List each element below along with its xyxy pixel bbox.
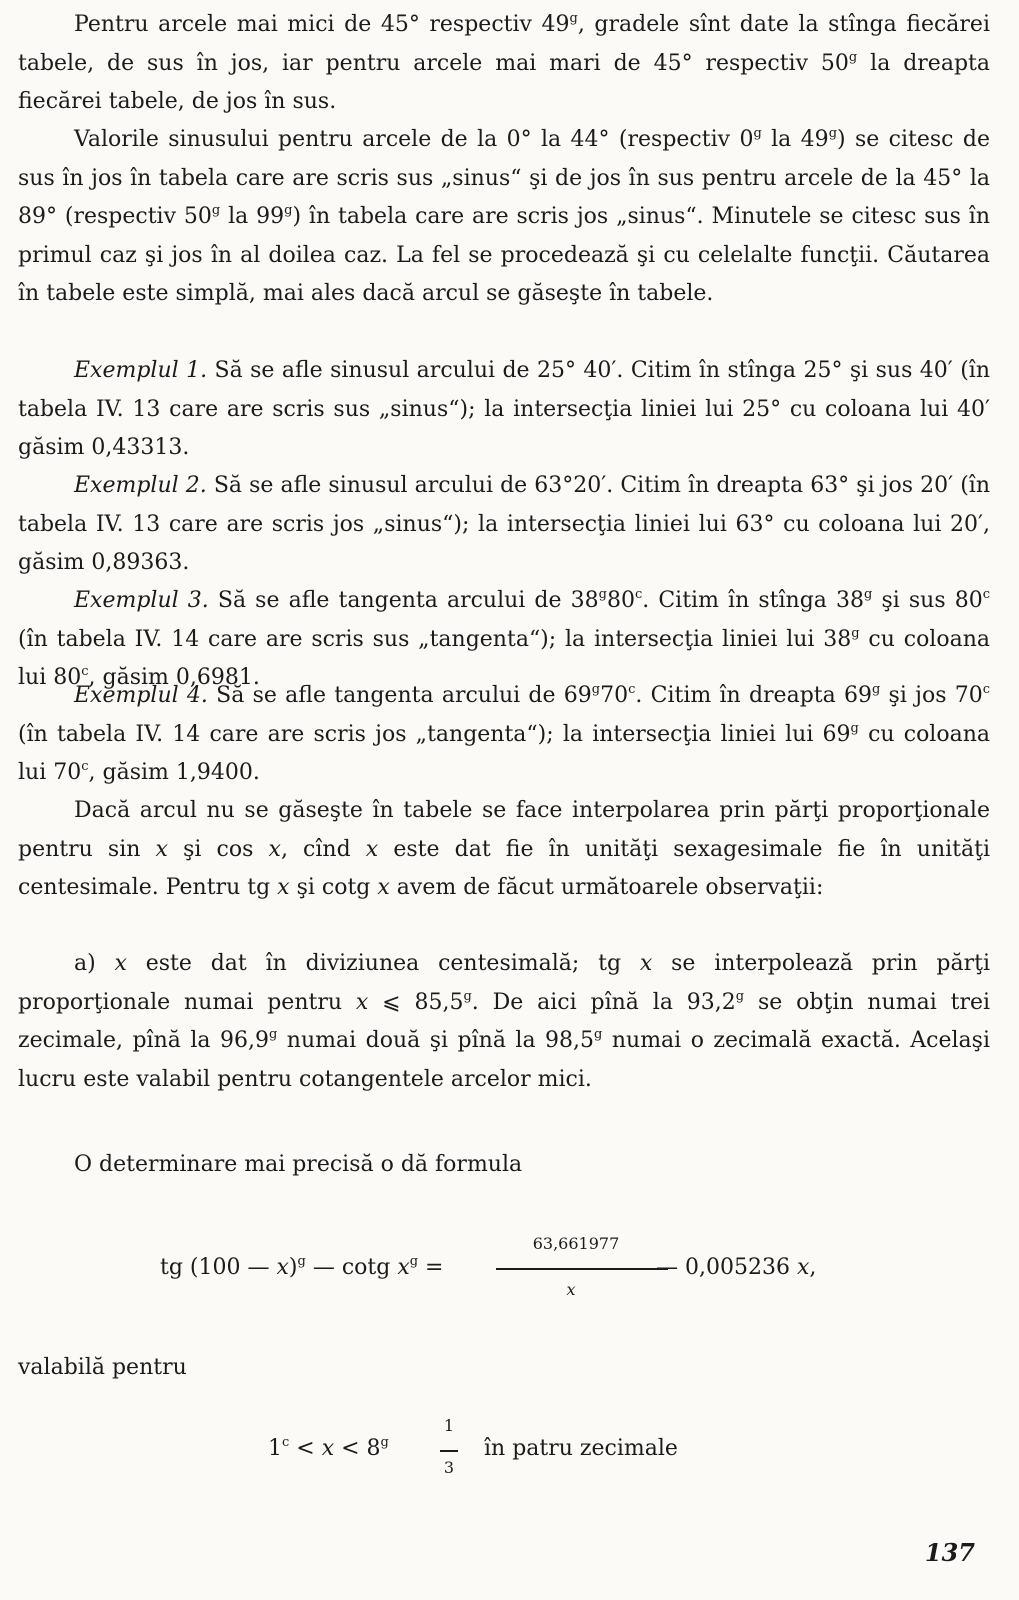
paragraph-formula-intro: O determinare mai precisă o dă formula <box>74 1152 523 1177</box>
paragraph-example-1: Exemplul 1. Să se afle sinusul arcului de 25° 40′. Citim în stînga 25° şi sus 40′ (în tabela IV. 13 care are scris sus „sinus“); la intersecţia liniei lui 25° cu coloana lui 40′ găsim 0,43313. <box>18 358 990 460</box>
paragraph-valid-for: valabilă pentru <box>18 1355 187 1380</box>
paragraph-observation-a: a) x este dat în diviziunea centesimală; tg x se interpolează prin părţi proporţionale numai pentru x ⩽ 85,5$^g$. De aici pînă la 93,2$^g$ se obţin numai trei zecimale, pînă la 96,9$^g$ numai două şi pînă la 98,5$^g$ numai o zecimală exactă. Acelaşi lucru este valabil pentru cotangentele arcelor mici. <box>18 951 991 1092</box>
range-fraction-denominator: 3 <box>443 1458 455 1477</box>
paragraph-example-3: Exemplul 3. Să se afle tangenta arcului de 38$^g$80$^c$. Citim în stînga 38$^g$ şi sus 80$^c$ (în tabela IV. 14 care are scris sus „tangenta“); la intersecţia liniei lui 38$^g$ cu coloana lui 80$^c$, găsim 0,6981. <box>18 587 991 690</box>
formula-lhs: tg (100 — x)$^g$ — cotg $x^g$ = <box>160 1254 444 1280</box>
range-fraction-numerator: 1 <box>443 1416 455 1435</box>
page-number: 137 <box>924 1538 975 1567</box>
paragraph-sinus-values: Valorile sinusului pentru arcele de la 0° la 44° (respectiv 0$^g$ la 49$^g$) se citesc de sus în jos în tabela care are scris sus „sinus“ şi de jos în sus pentru arcele de la 45° la 89° (respectiv 50$^g$ la 99$^g$) în tabela care are scris jos „sinus“. Minutele se citesc sus în primul caz şi jos în al doilea caz. La fel se procedează şi cu celelalte funcţii. Căutarea în tabele este simplă, mai ales dacă arcul se găseşte în tabele. <box>18 126 990 306</box>
fraction-bar <box>496 1268 668 1270</box>
formula-rhs: — 0,005236 x, <box>656 1255 817 1280</box>
paragraph-intro: Pentru arcele mai mici de 45° respectiv 49$^g$, gradele sînt date la stînga fiecărei tabele, de sus în jos, iar pentru arcele mai mari de 45° respectiv 50$^g$ la dreapta fiecărei tabele, de jos în sus. <box>18 11 990 114</box>
paragraph-example-4: Exemplul 4. Să se afle tangenta arcului de 69$^g$70$^c$. Citim în dreapta 69$^g$ şi jos 70$^c$ (în tabela IV. 14 care are scris jos „tangenta“); la intersecţia liniei lui 69$^g$ cu coloana lui 70$^c$, găsim 1,9400. <box>18 682 991 785</box>
formula-denominator: x <box>566 1280 576 1299</box>
range-fraction-bar <box>440 1450 458 1452</box>
formula-range: $1^c < x < 8^g$ <box>268 1435 389 1461</box>
paragraph-example-2: Exemplul 2. Să se afle sinusul arcului de 63°20′. Citim în dreapta 63° şi jos 20′ (în tabela IV. 13 care are scris jos „sinus“); la intersecţia liniei lui 63° cu coloana lui 20′, găsim 0,89363. <box>18 473 990 575</box>
formula-range-note: în patru zecimale <box>484 1436 678 1461</box>
paragraph-interpolation: Dacă arcul nu se găseşte în tabele se face interpolarea prin părţi proporţionale pentru sin x şi cos x, cînd x este dat fie în unităţi sexagesimale fie în unităţi centesimale. Pentru tg x şi cotg x avem de făcut următoarele observaţii: <box>18 798 991 900</box>
formula-numerator: 63,661977 <box>532 1234 620 1253</box>
